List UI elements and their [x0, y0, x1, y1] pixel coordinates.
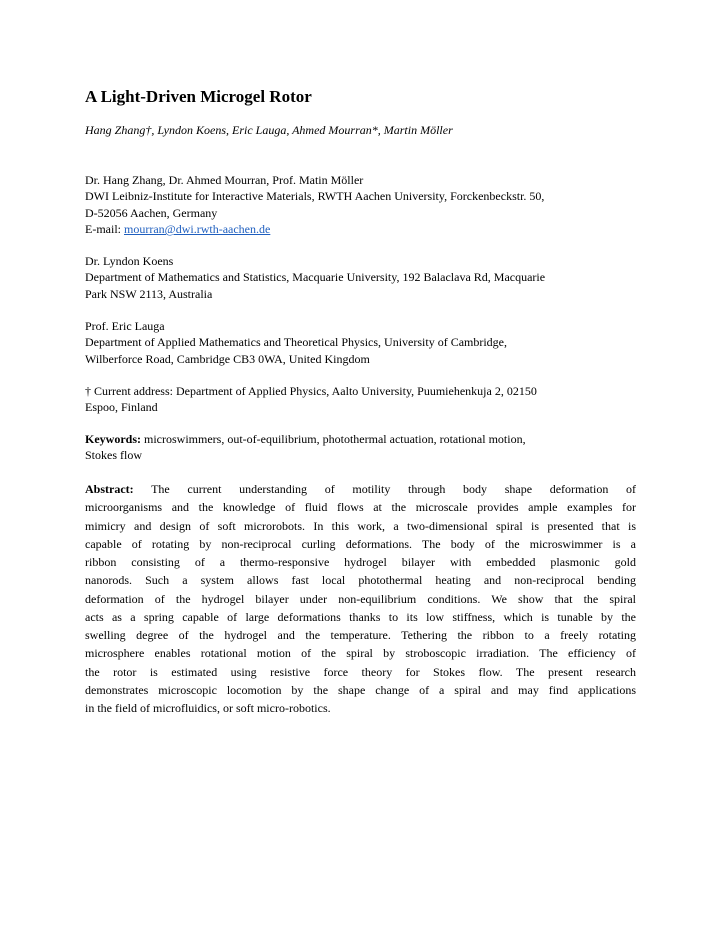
- author-list: Hang Zhang†, Lyndon Koens, Eric Lauga, Ahmed Mourran*, Martin Möller: [85, 123, 453, 137]
- email-link[interactable]: mourran@dwi.rwth-aachen.de: [124, 222, 271, 237]
- affiliation-line: Department of Mathematics and Statistics, Macquarie University, 192 Balaclava Rd, Macquarie: [85, 270, 546, 285]
- affiliation-line: Dr. Hang Zhang, Dr. Ahmed Mourran, Prof. Matin Möller: [85, 173, 364, 187]
- current-address: [85, 383, 637, 416]
- keywords-label: Keywords:: [85, 432, 141, 446]
- abstract: [85, 480, 636, 717]
- abstract-line: microorganisms and the knowledge of fluid flows at the microscale provides ample examples for: [85, 500, 636, 515]
- abstract-line: acts as a spring capable of large deformations thanks to its low stiffness, which is tunable by the: [85, 609, 636, 624]
- abstract-label: Abstract:: [85, 482, 134, 496]
- address-line: Espoo, Finland: [85, 400, 158, 415]
- paper-title: A Light-Driven Microgel Rotor: [85, 87, 312, 106]
- affiliation-line: Park NSW 2113, Australia: [85, 286, 213, 301]
- abstract-line: deformation of the hydrogel bilayer under non-equilibrium conditions. We show that the spiral: [85, 591, 636, 606]
- keywords-text: microswimmers, out-of-equilibrium, photothermal actuation, rotational motion,: [141, 432, 526, 446]
- abstract-line: swelling degree of the hydrogel and the temperature. Tethering the ribbon to a freely rotating: [85, 628, 636, 642]
- abstract-line: in the field of microfluidics, or soft micro-robotics.: [85, 701, 331, 715]
- abstract-line: demonstrates microscopic locomotion by the shape change of a spiral and may find applications: [85, 682, 636, 697]
- affiliation-line: Dr. Lyndon Koens: [85, 254, 174, 268]
- abstract-line: capable of rotating by non-reciprocal curling deformations. The body of the microswimmer is a: [85, 536, 636, 551]
- abstract-text: The current understanding of motility through body shape deformation of: [133, 482, 636, 496]
- affiliation-line: Prof. Eric Lauga: [85, 319, 165, 333]
- abstract-line: microsphere enables rotational motion of the spiral by stroboscopic irradiation. The efficiency of: [85, 646, 636, 661]
- affiliation-1: [85, 172, 637, 238]
- affiliation-line: Wilberforce Road, Cambridge CB3 0WA, United Kingdom: [85, 351, 370, 366]
- keywords: [85, 431, 637, 464]
- affiliation-line: D-52056 Aachen, Germany: [85, 205, 218, 220]
- email-line: [85, 221, 637, 237]
- abstract-line: mimicry and design of soft microrobots. In this work, a two-dimensional spiral is presented that is: [85, 518, 636, 533]
- keywords-line: Stokes flow: [85, 448, 142, 463]
- abstract-line: nanorods. Such a system allows fast local photothermal heating and non-reciprocal bending: [85, 573, 636, 588]
- keywords-line: [85, 431, 637, 447]
- affiliation-line: Department of Applied Mathematics and Theoretical Physics, University of Cambridge,: [85, 335, 508, 350]
- affiliation-line: DWI Leibniz-Institute for Interactive Materials, RWTH Aachen University, Forckenbeckstr. 50,: [85, 189, 545, 204]
- affiliation-3: [85, 318, 637, 367]
- abstract-line: the rotor is estimated using resistive force theory for Stokes flow. The present research: [85, 664, 636, 679]
- abstract-line: ribbon consisting of a thermo-responsive hydrogel bilayer with embedded plasmonic gold: [85, 555, 636, 569]
- address-line: † Current address: Department of Applied Physics, Aalto University, Puumiehenkuja 2, 02150: [85, 384, 537, 398]
- abstract-line: [85, 480, 636, 498]
- affiliation-2: [85, 253, 637, 302]
- email-label: E-mail:: [85, 222, 124, 237]
